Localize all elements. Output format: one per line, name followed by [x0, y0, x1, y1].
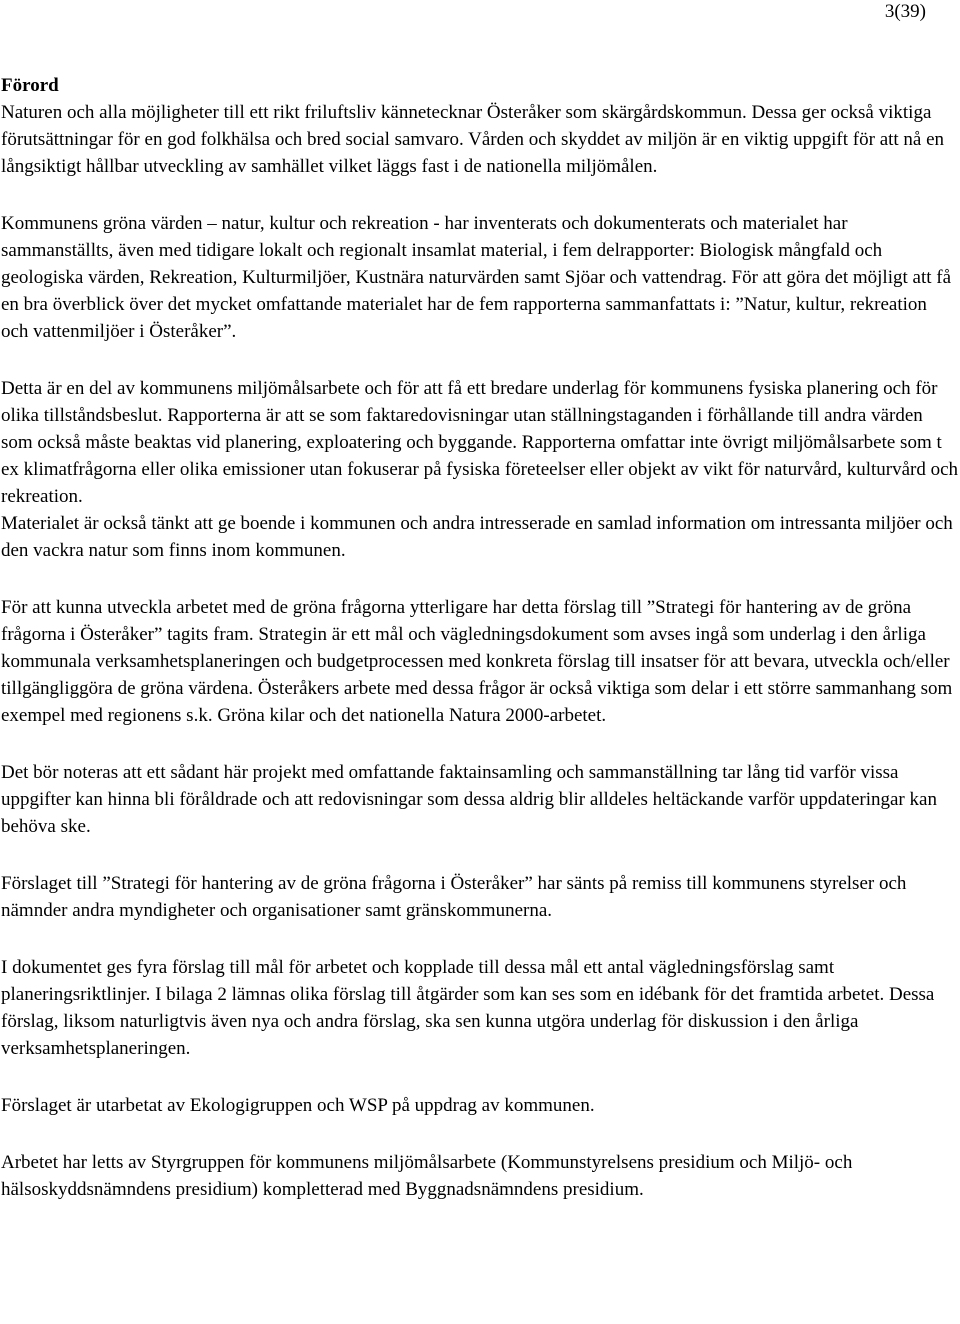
paragraph-goals: I dokumentet ges fyra förslag till mål för arbetet och kopplade till dessa mål ett antal vägledningsförslag samt planeringsriktlinjer. I bilaga 2 lämnas olika förslag till åtgärder som kan ses som en idébank för det framtida arbetet. Dessa förslag, liksom naturligtvis även nya och andra förslag, ska sen kunna utgöra underlag för diskussion i den årliga verksamhetsplaneringen. [1, 957, 935, 1059]
paragraph-intro: Naturen och alla möjligheter till ett rikt friluftsliv kännetecknar Österåker som skärgårdskommun. Dessa ger också viktiga förutsättningar för en god folkhälsa och bred social samvaro. Vården och skyddet av miljön är en viktig uppgift för att nå en långsiktigt hållbar utveckling av samhället vilket läggs fast i de nationella miljömålen. [1, 102, 945, 177]
paragraph-note: Det bör noteras att ett sådant här projekt med omfattande faktainsamling och sammanställning tar lång tid varför vissa uppgifter kan hinna bli föråldrade och att redovisningar som dessa aldrig blir alldeles heltäckande varför uppdateringar kan behöva ske. [1, 762, 937, 837]
page-number: 3(39) [884, 1, 926, 22]
paragraph-gap [1, 564, 959, 594]
paragraph-gap [1, 729, 959, 759]
paragraph-gap [1, 180, 959, 210]
paragraph-gap [1, 1062, 959, 1092]
paragraph-gap [1, 1119, 959, 1149]
paragraph-gap [1, 840, 959, 870]
paragraph-information: Materialet är också tänkt att ge boende i kommunen och andra intresserade en samlad information om intressanta miljöer och den vackra natur som finns inom kommunen. [1, 513, 953, 561]
paragraph-remiss: Förslaget till ”Strategi för hantering av de gröna frågorna i Österåker” har sänts på remiss till kommunens styrelser och nämnder andra myndigheter och organisationer samt gränskommunerna. [1, 873, 907, 921]
paragraph-gap [1, 924, 959, 954]
section-heading: Förord [1, 75, 59, 96]
paragraph-green-values: Kommunens gröna värden – natur, kultur och rekreation - har inventerats och dokumenterats och materialet har sammanställts, även med tidigare lokalt och regionalt insamlat material, i fem delrapporter: Biologisk mångfald och geologiska värden, Rekreation, Kulturmiljöer, Kustnära naturvärden samt Sjöar och vattendrag. För att göra det möjligt att få en bra överblick över det mycket omfattande materialet har de fem rapporterna sammanfattats i: ”Natur, kultur, rekreation och vattenmiljöer i Österåker”. [1, 213, 952, 342]
paragraph-authors: Förslaget är utarbetat av Ekologigruppen och WSP på uppdrag av kommunen. [1, 1095, 595, 1116]
paragraph-strategy: För att kunna utveckla arbetet med de gröna frågorna ytterligare har detta förslag till ”Strategi för hantering av de gröna frågorna i Österåker” tagits fram. Strategin är ett mål och vägledningsdokument som avses ingå som underlag i den årliga kommunala verksamhetsplaneringen och budgetprocessen med konkreta förslag till insatser för att bevara, utveckla och/eller tillgängliggöra de gröna värdena. Österåkers arbete med dessa frågor är också viktiga som delar i ett större sammanhang som exempel med regionens s.k. Gröna kilar och det nationella Natura 2000-arbetet. [1, 597, 953, 726]
paragraph-environmental-goals: Detta är en del av kommunens miljömålsarbete och för att få ett bredare underlag för kommunens fysiska planering och för olika tillståndsbeslut. Rapporterna är att se som faktaredovisningar utan ställningstaganden i förhållande till andra värden som också måste beaktas vid planering, exploatering och byggande. Rapporterna omfattar inte övrigt miljömålsarbete som t ex klimatfrågorna eller olika emissioner utan fokuserar på fysiska företeelser eller objekt av vikt för naturvård, kulturvård och rekreation. [1, 378, 959, 507]
paragraph-gap [1, 345, 959, 375]
paragraph-steering-group: Arbetet har letts av Styrgruppen för kommunens miljömålsarbete (Kommunstyrelsens presidium och Miljö- och hälsoskyddsnämndens presidium) kompletterad med Byggnadsnämndens presidium. [1, 1152, 853, 1200]
document-body [1, 73, 959, 1203]
